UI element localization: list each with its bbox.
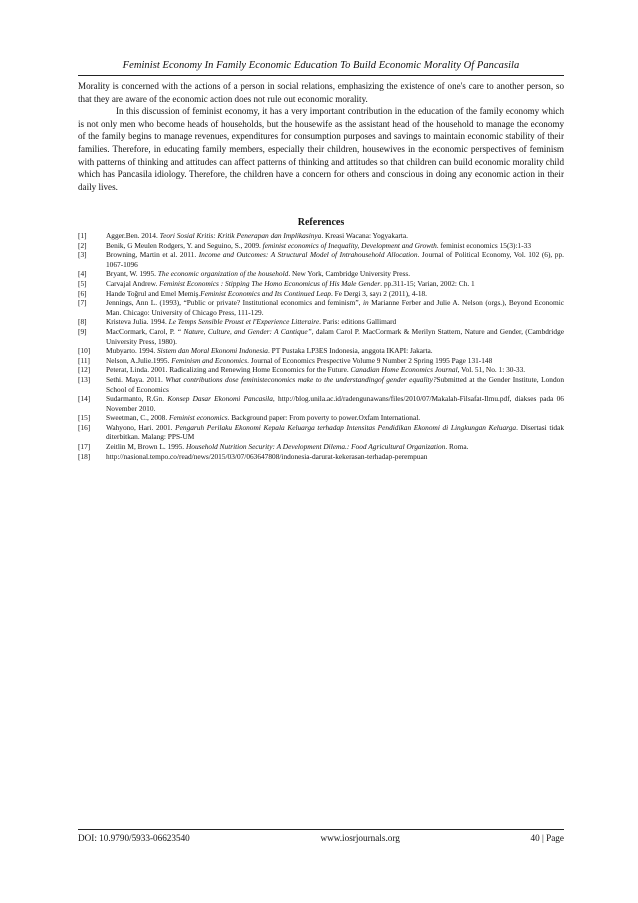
reference-text-part: . feminist economics 15(3):1-33 — [436, 240, 532, 250]
reference-text — [106, 413, 564, 423]
reference-text-part: MacCormark, Carol, P. — [106, 326, 178, 336]
reference-text — [106, 317, 564, 327]
page-footer — [78, 833, 564, 843]
reference-text-part: . Disertasi tidak diterbitkan. Malang: PPS-UM — [106, 422, 565, 442]
reference-number: [17] — [78, 442, 91, 452]
reference-title: Konsep Dasar Ekonomi Pancasila — [167, 394, 273, 404]
reference-text-part: Sweetman, C., 2008. — [106, 413, 170, 423]
reference-text-part: Wahyono, Hari. 2001. — [106, 422, 176, 432]
body-paragraph: Morality is concerned with the actions of a person in social relations, emphasizing the existence of one's care to another person, so that they are aware of the economic action does not rule out economic morality. — [78, 81, 564, 104]
reference-text — [106, 365, 564, 375]
reference-item — [78, 241, 564, 251]
reference-item — [78, 452, 564, 462]
reference-text-part: Carvajal Andrew. — [106, 278, 160, 288]
reference-list — [78, 231, 564, 461]
reference-title: Income and Outcomes: A Structural Model of Intrahousehold Allocation — [198, 250, 418, 260]
reference-title: Household Nutrition Security: A Development Dilema.: Food Agricultural Organization — [185, 442, 446, 452]
reference-text-part: Bryant, W. 1995. — [106, 269, 158, 279]
reference-item — [78, 375, 564, 394]
reference-text-part: Peterat, Linda. 2001. Radicalizing and Renewing Home Economics for the Future. — [106, 365, 351, 375]
reference-text — [106, 241, 564, 251]
reference-text — [106, 423, 564, 442]
reference-text-part: . Roma. — [445, 442, 469, 452]
reference-item — [78, 442, 564, 452]
reference-number: [18] — [78, 451, 91, 461]
reference-text-part: Benik, G Meulen Rodgers, Y. and Seguino, S., 2009. — [106, 240, 263, 250]
reference-text-part: http://nasional.tempo.co/read/news/2015/03/07/063647808/indonesia-darurat-kekerasan-terhadap-perempuan — [106, 451, 428, 461]
reference-number: [12] — [78, 365, 91, 375]
reference-text-part: Hande Toğrul and Emel Memiş. — [106, 288, 201, 298]
reference-number: [5] — [78, 278, 87, 288]
reference-number: [7] — [78, 298, 87, 308]
reference-text-part: Jennings, Ann L. (1993), “Public or private? Institutional economics and feminism”, — [106, 298, 363, 308]
reference-number: [3] — [78, 250, 87, 260]
reference-number: [9] — [78, 326, 87, 336]
references-heading: References — [297, 217, 345, 228]
reference-title: Teori Sosial Kritis: Kritik Penerapan dan Implikasinya — [159, 231, 322, 240]
reference-text-part: Sudarmanto, R.Gn. — [106, 394, 168, 404]
reference-title: in — [362, 298, 369, 308]
reference-item — [78, 231, 564, 241]
reference-title: Canadian Home Economics Journal — [350, 365, 458, 375]
reference-title: Feminist economics — [169, 413, 228, 423]
reference-number: [4] — [78, 269, 87, 279]
reference-text — [106, 375, 564, 394]
reference-item — [78, 279, 564, 289]
reference-text — [106, 250, 564, 269]
reference-number: [14] — [78, 394, 91, 404]
reference-title: Sistem dan Moral Ekonomi Indonesia — [157, 346, 268, 356]
reference-item — [78, 269, 564, 279]
reference-text — [106, 442, 564, 452]
reference-text-part: . PT Pustaka LP3ES Indonesia, anggota IKAPI: Jakarta. — [267, 346, 433, 356]
reference-text-part: , http://blog.unila.ac.id/radengunawans/files/2010/07/Makalah-Filsafat-Ilmu.pdf, diakses pada 06 November 2010. — [106, 394, 564, 413]
footer-page-number: 40 | Page — [530, 833, 564, 843]
reference-number: [11] — [78, 355, 90, 365]
reference-item — [78, 289, 564, 299]
reference-item — [78, 317, 564, 327]
body-paragraph: In this discussion of feminist economy, it has a very important contribution in the education of the family economy which is not only men who become heads of households, but the housewife as the assistant head of the household to manage the economy of the family begins to manage revenues, expenditures for consumption purposes and savings to maintain economic stability of their families. Therefore, in educating family members, especially their children, housewives in the economic perspectives of feminism with patterns of thinking and attitudes can affect patterns of thinking and attitudes so that children can build economic morality child which has Pancasila idiology. Therefore, the children have a concern for others and conscious in doing any economic action in their daily lives. — [78, 106, 564, 192]
reference-text-part: Submitted at the Gender Institute, London School of Economics — [106, 374, 564, 394]
reference-item — [78, 250, 564, 269]
reference-text-part: . Fe Dergi 3, sayı 2 (2011), 4-18. — [330, 288, 428, 298]
reference-text — [106, 298, 564, 317]
reference-title: feminist economics of Inequality, Development and Growth — [262, 240, 437, 250]
reference-text-part: . Background paper: From poverty to power.Oxfam International. — [227, 413, 421, 423]
reference-item — [78, 298, 564, 317]
reference-title: Le Temps Sensible Proust et l'Experience Litteraire — [168, 317, 320, 327]
reference-text — [106, 289, 564, 299]
reference-text — [106, 452, 564, 462]
reference-item — [78, 394, 564, 413]
reference-text-part: Marianne Ferber and Julie A. Nelson (orgs.), Beyond Economic Man. Chicago: University of Chicago Press, 111-129. — [106, 298, 564, 317]
reference-text-part: Kristeva Julia. 1994. — [106, 317, 169, 327]
reference-title: The economic organization of the household — [157, 269, 289, 279]
reference-text-part: . Kreasi Wacana: Yogyakarta. — [321, 231, 408, 240]
reference-text-part: . pp.311-15; Varian, 2002: Ch. 1 — [380, 278, 475, 288]
reference-number: [16] — [78, 422, 91, 432]
reference-text-part: Browning, Martin et al. 2011. — [106, 250, 199, 260]
reference-title: “ Nature, Culture, and Gender: A Cantique”, — [177, 326, 314, 336]
reference-text-part: Agger.Ben. 2014. — [106, 231, 160, 240]
reference-text — [106, 279, 564, 289]
reference-title: What contributions dose feministeconomics make to the understandingof gender equality? — [165, 374, 437, 384]
reference-item — [78, 423, 564, 442]
reference-text — [106, 346, 564, 356]
reference-number: [2] — [78, 240, 87, 250]
reference-text — [106, 231, 564, 241]
reference-number: [1] — [78, 231, 87, 240]
reference-text-part: . Paris: editions Gallimard — [319, 317, 397, 327]
reference-text-part: , Vol. 51, No. 1: 30-33. — [457, 365, 526, 375]
reference-text-part: Sethi. Maya. 2011. — [106, 374, 166, 384]
reference-title: Feminist Economics : Stipping The Homo Economicus of His Male Gender — [159, 278, 381, 288]
running-header: Feminist Economy In Family Economic Education To Build Economic Morality Of Pancasila — [122, 60, 520, 71]
reference-title: Feminism and Economics — [171, 355, 248, 365]
reference-title: Feminist Economics and Its Continued Leap — [200, 288, 331, 298]
reference-number: [8] — [78, 317, 87, 327]
reference-text-part: Mubyarto. 1994. — [106, 346, 157, 356]
reference-text — [106, 327, 564, 346]
header-divider — [78, 75, 564, 76]
reference-item — [78, 365, 564, 375]
reference-text-part: . Journal of Political Economy, Vol. 102 (6), pp. 1067-1096 — [106, 250, 564, 269]
reference-number: [6] — [78, 288, 87, 298]
footer-website: www.iosrjournals.org — [320, 833, 400, 843]
footer-doi: DOI: 10.9790/5933-06623540 — [78, 833, 190, 843]
reference-text-part: Nelson, A.Julie.1995. — [106, 355, 172, 365]
reference-text-part: Zeitlin M, Brown L. 1995. — [106, 442, 186, 452]
reference-text — [106, 394, 564, 413]
footer-divider — [78, 829, 564, 830]
reference-text-part: dalam Carol P. MacCormark & Merilyn Stattern, Nature and Gender, (Cambdridge University Press, 1980). — [106, 326, 565, 346]
reference-item — [78, 327, 564, 346]
reference-number: [10] — [78, 346, 91, 356]
reference-text-part: . Journal of Economics Prespective Volume 9 Number 2 Spring 1995 Page 131-148 — [247, 355, 493, 365]
body-text — [78, 80, 564, 193]
reference-text-part: . New York, Cambridge University Press. — [288, 269, 411, 279]
reference-item — [78, 356, 564, 366]
reference-item — [78, 346, 564, 356]
reference-number: [13] — [78, 374, 91, 384]
reference-text — [106, 356, 564, 366]
reference-number: [15] — [78, 413, 91, 423]
reference-text — [106, 269, 564, 279]
reference-title: Pengaruh Perilaku Ekonomi Kepala Keluarga terhadap Intensitas Pendidikan Ekonomi di Lingkungan Keluarga — [175, 422, 517, 432]
reference-item — [78, 413, 564, 423]
